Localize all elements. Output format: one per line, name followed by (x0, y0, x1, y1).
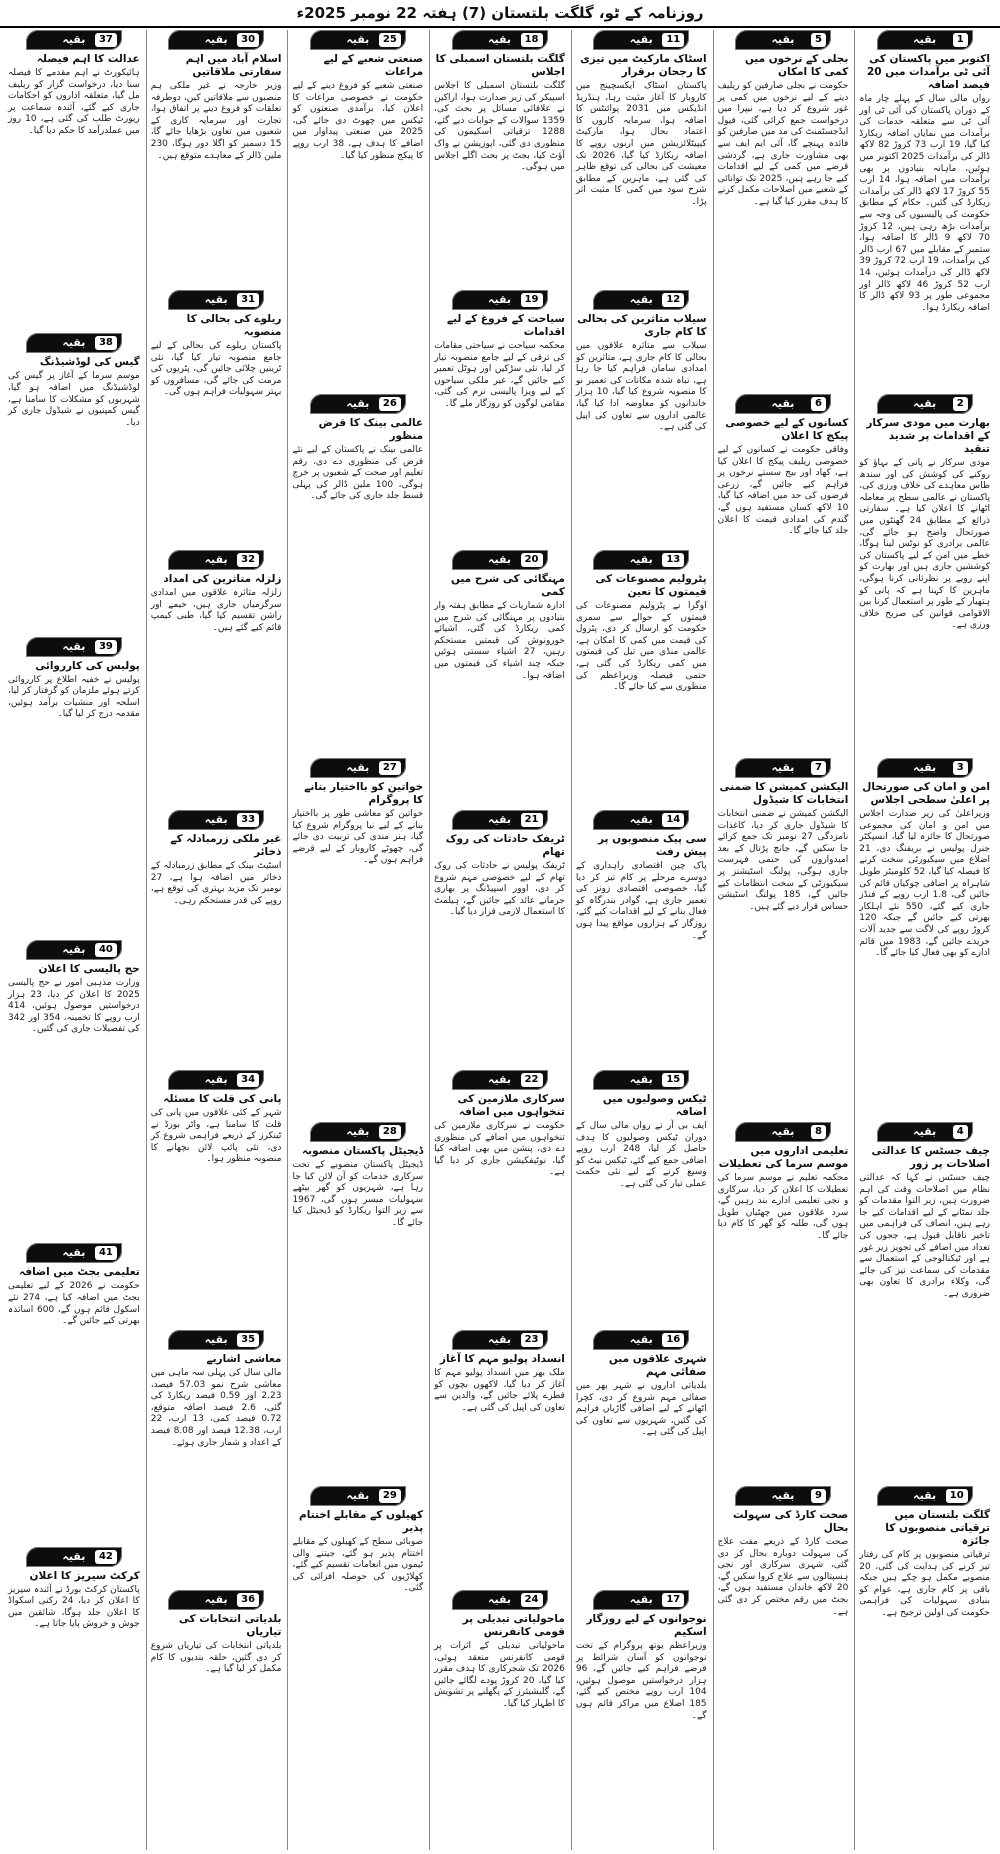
continuation-banner (452, 1330, 548, 1350)
banner-number: 10 (946, 1489, 968, 1503)
article-body: ایف بی آر نے رواں مالی سال کے دوران ٹیکس وصولیوں کا ہدف حاصل کر لیا، 248 ارب روپے اضافی جمع کیے گئے، ٹیکس نیٹ کو وسیع کرنے کے لیے نئی حکمت عملی تیار کی گئی ہے۔ (575, 1121, 707, 1189)
article-block (6, 637, 142, 936)
article-headline: اسٹاک مارکیٹ میں تیزی کا رجحان برقرار (580, 53, 707, 78)
banner-number: 21 (521, 813, 543, 827)
continuation-banner (452, 1590, 548, 1610)
article-body: صحت کارڈ کے ذریعے مفت علاج کی سہولت دوبارہ بحال کر دی گئی، شہری سرکاری اور نجی ہسپتالوں سے علاج کروا سکیں گے، 20 لاکھ خاندان مستفید ہوں گے، بجٹ میں رقم مختص کر دی گئی ہے۔ (717, 1537, 849, 1617)
banner-word: بقیہ (488, 1073, 511, 1086)
continuation-banner (593, 810, 689, 830)
article-block (290, 1486, 425, 1846)
article-headline: تعلیمی اداروں میں موسم سرما کی تعطیلات (718, 1145, 849, 1170)
article-headline: ریلوے کی بحالی کا منصوبہ (186, 313, 282, 338)
banner-word: بقیہ (771, 761, 795, 774)
banner-number: 13 (662, 553, 684, 567)
continuation-banner (735, 1486, 831, 1506)
article-headline: بھارت میں مودی سرکار کے اقدامات پر شدید تنقید (866, 417, 990, 455)
banner-word: بقیہ (204, 813, 228, 826)
continuation-banner (735, 758, 831, 778)
banner-number: 32 (237, 553, 259, 567)
continuation-banner (593, 1330, 689, 1350)
banner-number: 7 (811, 761, 826, 775)
article-body: رواں مالی سال کے پہلے چار ماہ کے دوران پاکستان کی آئی ٹی اور آئی ٹی سے متعلقہ خدمات کی برآمدات میں نمایاں اضافہ ریکارڈ کیا گیا، 19 ارب 73 کروڑ 82 لاکھ ڈالر کی برآمدات 2025 اکتوبر میں ہوئیں، ماہانہ بنیادوں پر بھی برآمدات میں اضافہ ہوا، 14 ارب 55 کروڑ 17 لاکھ ڈالر کی برآمدات ریکارڈ کی گئیں۔ حکام کے مطابق حکومت کی پالیسیوں کی وجہ سے برآمدات بڑھ رہی ہیں، 12 کروڑ 70 لاکھ 9 ڈالر کا اضافہ ہوا، ستمبر کے مقابلے میں 67 ارب ڈالر کی برآمدات، 19 ارب 72 کروڑ 39 لاکھ ڈالر کی درآمدات ہوئیں، 14 ارب 52 کروڑ 46 لاکھ ڈالر اور مجموعی طور پر 93 لاکھ ڈالر کا اضافہ ریکارڈ ہوا۔ (859, 94, 990, 313)
columns-container (4, 30, 996, 1850)
continuation-banner (735, 1122, 831, 1142)
banner-word: بقیہ (204, 553, 228, 566)
article-headline: انسداد پولیو مہم کا آغاز (439, 1353, 565, 1365)
banner-number: 11 (662, 33, 684, 47)
continuation-banner (26, 1243, 122, 1263)
article-body: حکومت نے بجلی صارفین کو ریلیف دینے کے لیے نرخوں میں کمی پر غور شروع کر دیا ہے، نیپرا میں درخواست جمع کرائی گئی، فیول ایڈجسٹمنٹ کی مد میں صارفین کو فائدہ پہنچے گا، آئی ایم ایف سے بھی مشاورت جاری ہے، گردشی قرضے میں کمی کے لیے اقدامات کیے جا رہے ہیں، 2025 تک توانائی کے شعبے میں اصلاحات مکمل کرنے کا ہدف مقرر کیا گیا ہے۔ (717, 81, 849, 207)
continuation-banner (168, 290, 264, 310)
continuation-banner (593, 290, 689, 310)
banner-word: بقیہ (629, 1073, 653, 1086)
article-block (574, 290, 709, 546)
banner-number: 28 (379, 1125, 401, 1139)
article-block (857, 394, 992, 754)
article-headline: سیلاب متاثرین کی بحالی کا کام جاری (577, 313, 707, 338)
banner-number: 27 (379, 761, 401, 775)
article-body: ترقیاتی منصوبوں پر کام کی رفتار تیز کرنے کی ہدایت کی گئی، 20 منصوبے مکمل ہو چکے ہیں جبکہ باقی پر کام جاری ہے، عوام کو بنیادی سہولیات کی فراہمی حکومت کی اولین ترجیح ہے۔ (859, 1550, 990, 1618)
article-headline: صنعتی شعبے کے لیے مراعات (323, 53, 424, 78)
article-headline: صحت کارڈ کی سہولت بحال (732, 1509, 849, 1534)
article-headline: سیاحت کے فروغ کے لیے اقدامات (446, 313, 565, 338)
banner-word: بقیہ (629, 1593, 653, 1606)
banner-word: بقیہ (62, 1549, 86, 1563)
article-body: صنعتی شعبے کو فروغ دینے کے لیے حکومت نے خصوصی مراعات کا اعلان کیا، برآمدی صنعتوں کو ٹیکس میں چھوٹ دی جائے گی، 2025 میں صنعتی پیداوار میں اضافے کا ہدف ہے، 38 ارب روپے کا پیکج منظور کیا گیا۔ (292, 81, 424, 161)
banner-word: بقیہ (204, 33, 228, 46)
banner-word: بقیہ (629, 293, 653, 306)
column-1 (854, 30, 996, 1850)
article-body: وزارت مذہبی امور نے حج پالیسی 2025 کا اعلان کر دیا، 23 ہزار درخواستیں موصول ہوئیں، 414 ارب روپے کا تخمینہ، 354 اور 342 کی تفصیلات جاری کی گئیں۔ (8, 978, 140, 1035)
article-body: صوبائی سطح کے کھیلوں کے مقابلے اختتام پذیر ہو گئے، جیتنے والی ٹیموں میں انعامات تقسیم کیے گئے، کھلاڑیوں کی حوصلہ افزائی کی گئی۔ (292, 1537, 424, 1594)
continuation-banner (26, 940, 122, 960)
continuation-banner (26, 333, 122, 353)
article-block (432, 810, 567, 1066)
banner-word: بقیہ (771, 33, 795, 46)
banner-word: بقیہ (204, 293, 228, 306)
banner-word: بقیہ (913, 1489, 937, 1502)
continuation-banner (310, 1122, 406, 1142)
banner-word: بقیہ (488, 293, 511, 306)
banner-word: بقیہ (346, 33, 370, 46)
article-body: چیف جسٹس نے کہا کہ عدالتی نظام میں اصلاحات وقت کی اہم ضرورت ہیں، زیر التوا مقدمات کو جلد نمٹانے کے لیے اقدامات کیے جا رہے ہیں، انصاف کی فراہمی میں تاخیر ناقابل قبول ہے، ججوں کی تعداد میں اضافے کی تجویز زیر غور ہے اور ٹیکنالوجی کے استعمال سے مقدمات کی سماعت تیز کی جائے گی، وکلاء برادری کا تعاون بھی ضروری ہے۔ (859, 1173, 990, 1299)
article-block (149, 290, 284, 546)
banner-word: بقیہ (62, 336, 86, 350)
banner-number: 23 (521, 1333, 543, 1347)
article-headline: عدالت کا اہم فیصلہ (36, 53, 140, 65)
article-block (574, 810, 709, 1066)
article-body: محکمہ سیاحت نے سیاحتی مقامات کی ترقی کے لیے جامع منصوبہ تیار کر لیا، نئی سڑکیں اور ہوٹل تعمیر کیے جائیں گے، غیر ملکی سیاحوں کے لیے ویزا پالیسی نرم کی گئی، مقامی لوگوں کو روزگار ملے گا۔ (434, 341, 565, 409)
continuation-banner (877, 758, 973, 778)
banner-word: بقیہ (488, 1333, 511, 1346)
article-block (6, 30, 142, 329)
column-3 (571, 30, 713, 1850)
article-body: اسٹیٹ بینک کے مطابق زرمبادلہ کے ذخائر میں اضافہ ہوا ہے، 27 نومبر تک مزید بہتری کی توقع ہے، روپے کی قدر مستحکم رہی۔ (150, 861, 282, 906)
banner-word: بقیہ (771, 1489, 795, 1502)
article-block (149, 1590, 284, 1846)
banner-number: 4 (953, 1125, 968, 1139)
banner-number: 39 (95, 640, 117, 654)
article-block (6, 1243, 142, 1542)
banner-number: 29 (379, 1489, 401, 1503)
banner-number: 5 (811, 33, 826, 47)
banner-word: بقیہ (488, 813, 511, 826)
continuation-banner (310, 1486, 406, 1506)
column-5 (287, 30, 429, 1850)
banner-number: 38 (95, 336, 117, 350)
article-block (716, 1486, 851, 1846)
article-body: پاکستان اسٹاک ایکسچینج میں کاروبار کا آغاز مثبت رہا، ہنڈریڈ انڈیکس میں 2031 پوائنٹس کا اضافہ ہوا، سرمایہ کاروں کا اعتماد بحال ہوا، مارکیٹ کیپیٹلائزیشن میں اربوں روپے کا اضافہ ریکارڈ کیا گیا، 2026 تک معیشت کی بحالی کی توقع ظاہر کی گئی ہے، ماہرین کے مطابق شرح سود میں کمی کا مثبت اثر پڑا۔ (575, 81, 707, 207)
banner-number: 31 (237, 293, 259, 307)
article-block (149, 30, 284, 286)
banner-word: بقیہ (62, 639, 86, 653)
continuation-banner (877, 1122, 973, 1142)
column-7 (4, 30, 146, 1850)
banner-number: 33 (237, 813, 259, 827)
article-headline: سی پیک منصوبوں پر پیش رفت (598, 833, 707, 858)
article-body: زلزلہ متاثرہ علاقوں میں امدادی سرگرمیاں جاری ہیں، خیمے اور راشن تقسیم کیا گیا، طبی کیمپ قائم کیے گئے ہیں۔ (150, 588, 282, 633)
banner-word: بقیہ (913, 761, 937, 774)
continuation-banner (452, 1070, 548, 1090)
column-2 (713, 30, 855, 1850)
article-block (574, 1590, 709, 1846)
article-block (149, 1070, 284, 1326)
article-body: مودی سرکار نے پانی کے بہاؤ کو روکنے کی کوشش کی اور سندھ طاس معاہدے کی خلاف ورزی کی، پاکستان نے عالمی سطح پر معاملہ اٹھانے کا اعلان کیا ہے۔ سفارتی ذرائع کے مطابق 24 گھنٹوں میں صورتحال واضح ہو جائے گی، عالمی برادری کو نوٹس لینا ہوگا، خطے میں امن کے لیے پاکستان کی کوششیں جاری ہیں اور بھارت کو اپنے رویے پر نظرثانی کرنا ہوگی، ماہرین کا کہنا ہے کہ پانی کو ہتھیار کے طور پر استعمال کرنا بین الاقوامی قوانین کی صریح خلاف ورزی ہے۔ (859, 458, 990, 631)
banner-number: 3 (953, 761, 968, 775)
article-headline: پٹرولیم مصنوعات کی قیمتوں کا تعین (595, 573, 707, 598)
banner-number: 22 (521, 1073, 543, 1087)
banner-number: 41 (95, 1246, 117, 1260)
article-block (432, 1330, 567, 1586)
article-body: حکومت نے 2026 کے لیے تعلیمی بجٹ میں اضافہ کیا ہے، 274 نئے اسکول قائم ہوں گے، 600 اساتذہ بھرتی کیے جائیں گے۔ (8, 1281, 140, 1327)
article-body: وزیر خارجہ نے غیر ملکی ہم منصبوں سے ملاقاتیں کیں، دوطرفہ تعلقات کو فروغ دینے پر اتفاق ہوا، تجارت اور سرمایہ کاری کے شعبوں میں تعاون بڑھایا جائے گا، 15 دسمبر کو اگلا دور ہوگا، 230 ملین ڈالر کے معاہدے متوقع ہیں۔ (150, 81, 282, 161)
article-headline: عالمی بینک کا قرض منظور (318, 417, 424, 442)
article-body: ڈیجیٹل پاکستان منصوبے کے تحت سرکاری خدمات کو آن لائن کیا جا رہا ہے، شہریوں کو گھر بیٹھے سہولیات میسر ہوں گی، 1967 سے زیر التوا ریکارڈ کو ڈیجیٹل کیا جائے گا۔ (292, 1160, 424, 1228)
article-body: مالی سال کی پہلی سہ ماہی میں معاشی شرح نمو 57.03 فیصد، 2.23 اور 0.59 فیصد ریکارڈ کی گئی، 2.6 فیصد اضافہ متوقع، 0.72 فیصد کمی، 13 ارب، 22 ارب، 12.38 فیصد اور 8.08 فیصد کے اعداد و شمار جاری ہوئے۔ (150, 1368, 282, 1448)
continuation-banner (593, 1590, 689, 1610)
banner-word: بقیہ (629, 1333, 653, 1346)
article-headline: ٹریفک حادثات کی روک تھام (445, 833, 565, 858)
article-headline: ماحولیاتی تبدیلی پر قومی کانفرنس (462, 1613, 565, 1638)
column-4 (429, 30, 571, 1850)
continuation-banner (168, 1590, 264, 1610)
article-headline: کھیلوں کے مقابلے اختتام پذیر (299, 1509, 424, 1534)
banner-word: بقیہ (62, 943, 86, 956)
banner-number: 18 (521, 33, 543, 47)
article-block (149, 550, 284, 806)
banner-word: بقیہ (913, 397, 937, 410)
article-headline: غیر ملکی زرمبادلہ کے ذخائر (170, 833, 282, 858)
banner-word: بقیہ (629, 553, 653, 566)
banner-word: بقیہ (346, 1125, 370, 1138)
article-body: وزیراعلیٰ کی زیر صدارت اجلاس میں امن و امان کی مجموعی صورتحال کا جائزہ لیا گیا، انسپکٹر جنرل پولیس نے بریفنگ دی، 21 اضلاع میں سیکیورٹی سخت کرنے کا فیصلہ کیا گیا، 52 کلومیٹر طویل شاہراہ پر اضافی چوکیاں قائم کی جائیں گی، 1.8 ارب روپے کے فنڈز جاری کیے گئے، 550 نئے اہلکار بھرتی کیے جائیں گے جبکہ 120 کروڑ روپے کی لاگت سے جدید آلات خریدے جائیں گے، 1983 میں قائم ادارے کو بھی فعال کیا جائے گا۔ (859, 809, 990, 959)
article-block (6, 1547, 142, 1846)
article-headline: امن و امان کی صورتحال پر اعلیٰ سطحی اجلاس (862, 781, 990, 806)
banner-word: بقیہ (62, 1246, 86, 1260)
continuation-banner (310, 758, 406, 778)
article-block (6, 333, 142, 632)
continuation-banner (877, 30, 973, 50)
continuation-banner (168, 1070, 264, 1090)
article-block (857, 1486, 992, 1846)
article-headline: سرکاری ملازمین کی تنخواہوں میں اضافہ (457, 1093, 565, 1118)
article-block (574, 1330, 709, 1586)
banner-number: 17 (662, 1593, 684, 1607)
article-body: خواتین کو معاشی طور پر بااختیار بنانے کے لیے نیا پروگرام شروع کیا گیا، ہنر مندی کی تربیت دی جائے گی، چھوٹے کاروبار کے لیے قرضے فراہم ہوں گے۔ (292, 809, 424, 866)
banner-word: بقیہ (346, 1489, 370, 1502)
article-body: محکمہ تعلیم نے موسم سرما کی تعطیلات کا اعلان کر دیا، سرکاری و نجی تعلیمی ادارے بند رہیں گے، سرد علاقوں میں چھٹیاں طویل ہوں گی، طلبہ کو گھر کا کام دیا جائے گا۔ (717, 1173, 849, 1241)
article-headline: ڈیجیٹل پاکستان منصوبہ (302, 1145, 424, 1157)
article-headline: گیس کی لوڈشیڈنگ (39, 356, 140, 369)
continuation-banner (310, 394, 406, 414)
article-headline: بلدیاتی انتخابات کی تیاریاں (178, 1613, 282, 1638)
continuation-banner (452, 810, 548, 830)
banner-word: بقیہ (346, 397, 370, 410)
article-body: ہائیکورٹ نے اہم مقدمے کا فیصلہ سنا دیا، درخواست گزار کو ریلیف مل گیا، متعلقہ اداروں کو احکامات جاری کیے گئے، آئندہ سماعت پر رپورٹ طلب کی گئی ہے، 10 روز میں عملدرآمد کا حکم دیا گیا۔ (8, 68, 140, 136)
article-body: وزیراعظم یوتھ پروگرام کے تحت نوجوانوں کو آسان شرائط پر قرضے فراہم کیے جائیں گے، 96 ہزار درخواستیں موصول ہوئیں، 104 ارب روپے مختص کیے گئے، 185 اضلاع میں مراکز قائم ہوں گے۔ (575, 1641, 707, 1721)
article-block (290, 1122, 425, 1482)
article-headline: خواتین کو بااختیار بنانے کا پروگرام (304, 781, 424, 806)
article-headline: اسلام آباد میں اہم سفارتی ملاقاتیں (185, 53, 282, 78)
article-body: وفاقی حکومت نے کسانوں کے لیے خصوصی ریلیف پیکج کا اعلان کیا ہے، کھاد اور بیج سستے نرخوں پر فراہم کیے جائیں گے، زرعی قرضوں کی حد میں اضافہ کیا گیا، 10 لاکھ کسان مستفید ہوں گے، گندم کی امدادی قیمت کا اعلان جلد کیا جائے گا۔ (717, 445, 849, 537)
article-block (290, 30, 425, 390)
article-body: بلدیاتی انتخابات کی تیاریاں شروع کر دی گئیں، حلقہ بندیوں کا کام مکمل کر لیا گیا ہے۔ (150, 1641, 282, 1675)
article-block (716, 394, 851, 754)
banner-number: 8 (811, 1125, 826, 1139)
continuation-banner (452, 550, 548, 570)
article-block (432, 1070, 567, 1326)
banner-word: بقیہ (204, 1333, 228, 1346)
continuation-banner (735, 394, 831, 414)
article-block (290, 758, 425, 1118)
continuation-banner (168, 550, 264, 570)
banner-number: 36 (237, 1593, 259, 1607)
article-body: پولیس نے خفیہ اطلاع پر کارروائی کرتے ہوئے ملزمان کو گرفتار کر لیا، اسلحہ اور منشیات برآمد ہوئیں، مقدمہ درج کر لیا گیا۔ (8, 674, 140, 720)
article-headline: ٹیکس وصولیوں میں اضافہ (602, 1093, 707, 1118)
banner-number: 34 (237, 1073, 259, 1087)
article-body: شہر کے کئی علاقوں میں پانی کی قلت کا سامنا ہے، واٹر بورڈ نے ٹینکرز کے ذریعے فراہمی شروع کر دی، نئی پائپ لائن بچھانے کا منصوبہ منظور ہوا۔ (150, 1108, 282, 1165)
article-headline: شہری علاقوں میں صفائی مہم (608, 1353, 707, 1378)
article-block (432, 30, 567, 286)
continuation-banner (168, 30, 264, 50)
article-headline: کسانوں کے لیے خصوصی پیکج کا اعلان (725, 417, 849, 442)
article-block (716, 758, 851, 1118)
banner-number: 14 (662, 813, 684, 827)
column-6 (146, 30, 288, 1850)
article-block (149, 1330, 284, 1586)
article-body: ٹریفک پولیس نے حادثات کی روک تھام کے لیے خصوصی مہم شروع کر دی، اوور اسپیڈنگ پر بھاری جرمانے عائد کیے جائیں گے، ہیلمٹ کا استعمال لازمی قرار دیا گیا۔ (434, 861, 565, 918)
article-headline: پانی کی قلت کا مسئلہ (163, 1093, 282, 1105)
continuation-banner (26, 1547, 122, 1567)
article-headline: حج پالیسی کا اعلان (38, 963, 140, 975)
article-headline: اکتوبر میں پاکستان کی آئی ٹی برآمدات میں 20 فیصد اضافہ (866, 53, 990, 91)
banner-word: بقیہ (629, 33, 653, 46)
continuation-banner (877, 394, 973, 414)
banner-word: بقیہ (346, 761, 370, 774)
continuation-banner (593, 30, 689, 50)
banner-number: 25 (379, 33, 401, 47)
banner-word: بقیہ (771, 397, 795, 410)
article-headline: کرکٹ سیریز کا اعلان (29, 1569, 140, 1582)
article-block (716, 1122, 851, 1482)
banner-word: بقیہ (204, 1593, 228, 1606)
article-block (432, 1590, 567, 1846)
article-body: ماحولیاتی تبدیلی کے اثرات پر قومی کانفرنس منعقد ہوئی، 2026 تک شجرکاری کا ہدف مقرر کیا گیا، 20 کروڑ پودے لگائے جائیں گے، گلیشیئرز کے پگھلنے پر تشویش کا اظہار کیا گیا۔ (434, 1641, 565, 1709)
article-body: حکومت نے سرکاری ملازمین کی تنخواہوں میں اضافے کی منظوری دے دی، پنشن میں بھی اضافہ کیا گیا، نوٹیفکیشن جاری کر دیا گیا ہے۔ (434, 1121, 565, 1178)
article-headline: زلزلہ متاثرین کی امداد (163, 573, 282, 585)
article-body: موسم سرما کے آغاز پر گیس کی لوڈشیڈنگ میں اضافہ ہو گیا، شہریوں کو مشکلات کا سامنا ہے، گیس کمپنیوں نے شیڈول جاری کر دیا۔ (8, 371, 140, 428)
continuation-banner (26, 637, 122, 657)
article-headline: گلگت بلتستان میں ترقیاتی منصوبوں کا جائزہ (885, 1509, 990, 1547)
banner-word: بقیہ (771, 1125, 795, 1138)
article-headline: چیف جسٹس کا عدالتی اصلاحات پر زور (871, 1145, 990, 1170)
article-headline: مہنگائی کی شرح میں کمی (450, 573, 565, 598)
continuation-banner (593, 1070, 689, 1090)
banner-word: بقیہ (62, 33, 86, 46)
article-body: سیلاب سے متاثرہ علاقوں میں بحالی کا کام جاری ہے، متاثرین کو امدادی سامان فراہم کیا جا رہا ہے، تباہ شدہ مکانات کی تعمیر نو کا منصوبہ شروع کیا گیا، 10 ہزار خاندانوں کو معاوضہ ادا کیا گیا، عالمی اداروں سے تعاون کی اپیل کی گئی ہے۔ (575, 341, 707, 433)
banner-word: بقیہ (488, 553, 511, 566)
continuation-banner (310, 30, 406, 50)
article-body: بلدیاتی اداروں نے شہر بھر میں صفائی مہم شروع کر دی، کچرا اٹھانے کے لیے اضافی گاڑیاں فراہم کی گئیں، شہریوں سے تعاون کی اپیل کی گئی ہے۔ (575, 1381, 707, 1438)
banner-number: 30 (237, 33, 259, 47)
banner-word: بقیہ (913, 1125, 937, 1138)
banner-number: 26 (379, 397, 401, 411)
article-body: پاکستان ریلوے کی بحالی کے لیے جامع منصوبہ تیار کیا گیا، نئی ٹرینیں چلائی جائیں گی، پٹریوں کی مرمت کی جائے گی، مسافروں کو بہتر سہولیات فراہم ہوں گی۔ (150, 341, 282, 398)
article-block (857, 30, 992, 390)
article-headline: معاشی اشاریے (206, 1353, 282, 1365)
continuation-banner (452, 30, 548, 50)
article-block (432, 290, 567, 546)
article-block (432, 550, 567, 806)
banner-word: بقیہ (204, 1073, 228, 1086)
continuation-banner (168, 810, 264, 830)
banner-number: 9 (811, 1489, 826, 1503)
masthead: روزنامہ کے ٹو، گلگت بلتستان (7) ہفتہ 22 نومبر 2025ء (0, 0, 1000, 28)
banner-number: 20 (521, 553, 543, 567)
article-block (857, 758, 992, 1118)
continuation-banner (168, 1330, 264, 1350)
continuation-banner (735, 30, 831, 50)
article-body: گلگت بلتستان اسمبلی کا اجلاس اسپیکر کی زیر صدارت ہوا، اراکین نے علاقائی مسائل پر بحث کی، 1359 سوالات کے جوابات دیے گئے، 1288 ترقیاتی اسکیموں کی منظوری دی گئی، اپوزیشن نے واک آؤٹ کیا، بجٹ پر بحث اگلے اجلاس میں ہوگی۔ (434, 81, 565, 173)
continuation-banner (452, 290, 548, 310)
banner-word: بقیہ (488, 1593, 511, 1606)
article-body: عالمی بینک نے پاکستان کے لیے نئے قرض کی منظوری دے دی، رقم تعلیم اور صحت کے شعبوں پر خرچ ہوگی، 100 ملین ڈالر کی پہلی قسط جلد جاری کی جائے گی۔ (292, 445, 424, 502)
banner-number: 24 (521, 1593, 543, 1607)
banner-word: بقیہ (488, 33, 511, 46)
banner-number: 37 (95, 33, 117, 47)
banner-word: بقیہ (629, 813, 653, 826)
article-block (574, 30, 709, 286)
article-block (290, 394, 425, 754)
article-body: پاکستان کرکٹ بورڈ نے آئندہ سیریز کا اعلان کر دیا، 24 رکنی اسکواڈ کا اعلان جلد ہوگا، شائقین میں جوش و خروش پایا جاتا ہے۔ (8, 1584, 140, 1630)
banner-number: 1 (953, 33, 968, 47)
banner-number: 16 (662, 1333, 684, 1347)
continuation-banner (877, 1486, 973, 1506)
article-headline: تعلیمی بجٹ میں اضافہ (19, 1266, 140, 1279)
article-block (857, 1122, 992, 1482)
article-body: ملک بھر میں انسداد پولیو مہم کا آغاز کر دیا گیا، لاکھوں بچوں کو قطرے پلائے جائیں گے، والدین سے تعاون کی اپیل کی گئی ہے۔ (434, 1368, 565, 1413)
banner-number: 42 (95, 1550, 117, 1564)
banner-number: 2 (953, 397, 968, 411)
banner-number: 12 (662, 293, 684, 307)
banner-number: 15 (662, 1073, 684, 1087)
banner-number: 40 (95, 943, 117, 957)
article-block (149, 810, 284, 1066)
banner-number: 35 (237, 1333, 259, 1347)
article-headline: بجلی کے نرخوں میں کمی کا امکان (744, 53, 849, 78)
article-body: الیکشن کمیشن نے ضمنی انتخابات کا شیڈول جاری کر دیا، کاغذات نامزدگی 27 نومبر تک جمع کرائے جا سکیں گے، جانچ پڑتال کے بعد امیدواروں کی حتمی فہرست جاری ہوگی، پولنگ اسٹیشنز پر سیکیورٹی کے سخت انتظامات کیے جائیں گے، 185 پولنگ اسٹیشن حساس قرار دیے گئے ہیں۔ (717, 809, 849, 912)
article-body: ادارہ شماریات کے مطابق ہفتہ وار بنیادوں پر مہنگائی کی شرح میں کمی ریکارڈ کی گئی، اشیائے خورونوش کی قیمتیں مستحکم رہیں، 27 اشیاء سستی ہوئیں جبکہ چند اشیاء کی قیمتوں میں اضافہ ہوا۔ (434, 601, 565, 681)
banner-word: بقیہ (913, 33, 937, 46)
continuation-banner (26, 30, 122, 50)
continuation-banner (593, 550, 689, 570)
article-body: اوگرا نے پٹرولیم مصنوعات کی قیمتوں کے حوالے سے سمری حکومت کو ارسال کر دی، پٹرول کی قیمت میں کمی کا امکان ہے، عالمی منڈی میں تیل کی قیمتوں میں کمی ریکارڈ کی گئی ہے، حتمی فیصلہ وزیراعظم کی منظوری سے کیا جائے گا۔ (575, 601, 707, 693)
article-headline: نوجوانوں کے لیے روزگار اسکیم (586, 1613, 707, 1638)
banner-number: 6 (811, 397, 826, 411)
article-block (574, 1070, 709, 1326)
article-body: پاک چین اقتصادی راہداری کے دوسرے مرحلے پر کام تیز کر دیا گیا، خصوصی اقتصادی زونز کی تعمیر جاری ہے، گوادر بندرگاہ کو فعال بنانے کے لیے اقدامات کیے گئے، روزگار کے ہزاروں مواقع پیدا ہوں گے۔ (575, 861, 707, 941)
banner-number: 19 (521, 293, 543, 307)
article-block (574, 550, 709, 806)
article-block (6, 940, 142, 1239)
article-headline: پولیس کی کارروائی (35, 659, 140, 672)
article-block (716, 30, 851, 390)
article-headline: گلگت بلتستان اسمبلی کا اجلاس (435, 53, 565, 78)
article-headline: الیکشن کمیشن کا ضمنی انتخابات کا شیڈول (719, 781, 849, 806)
